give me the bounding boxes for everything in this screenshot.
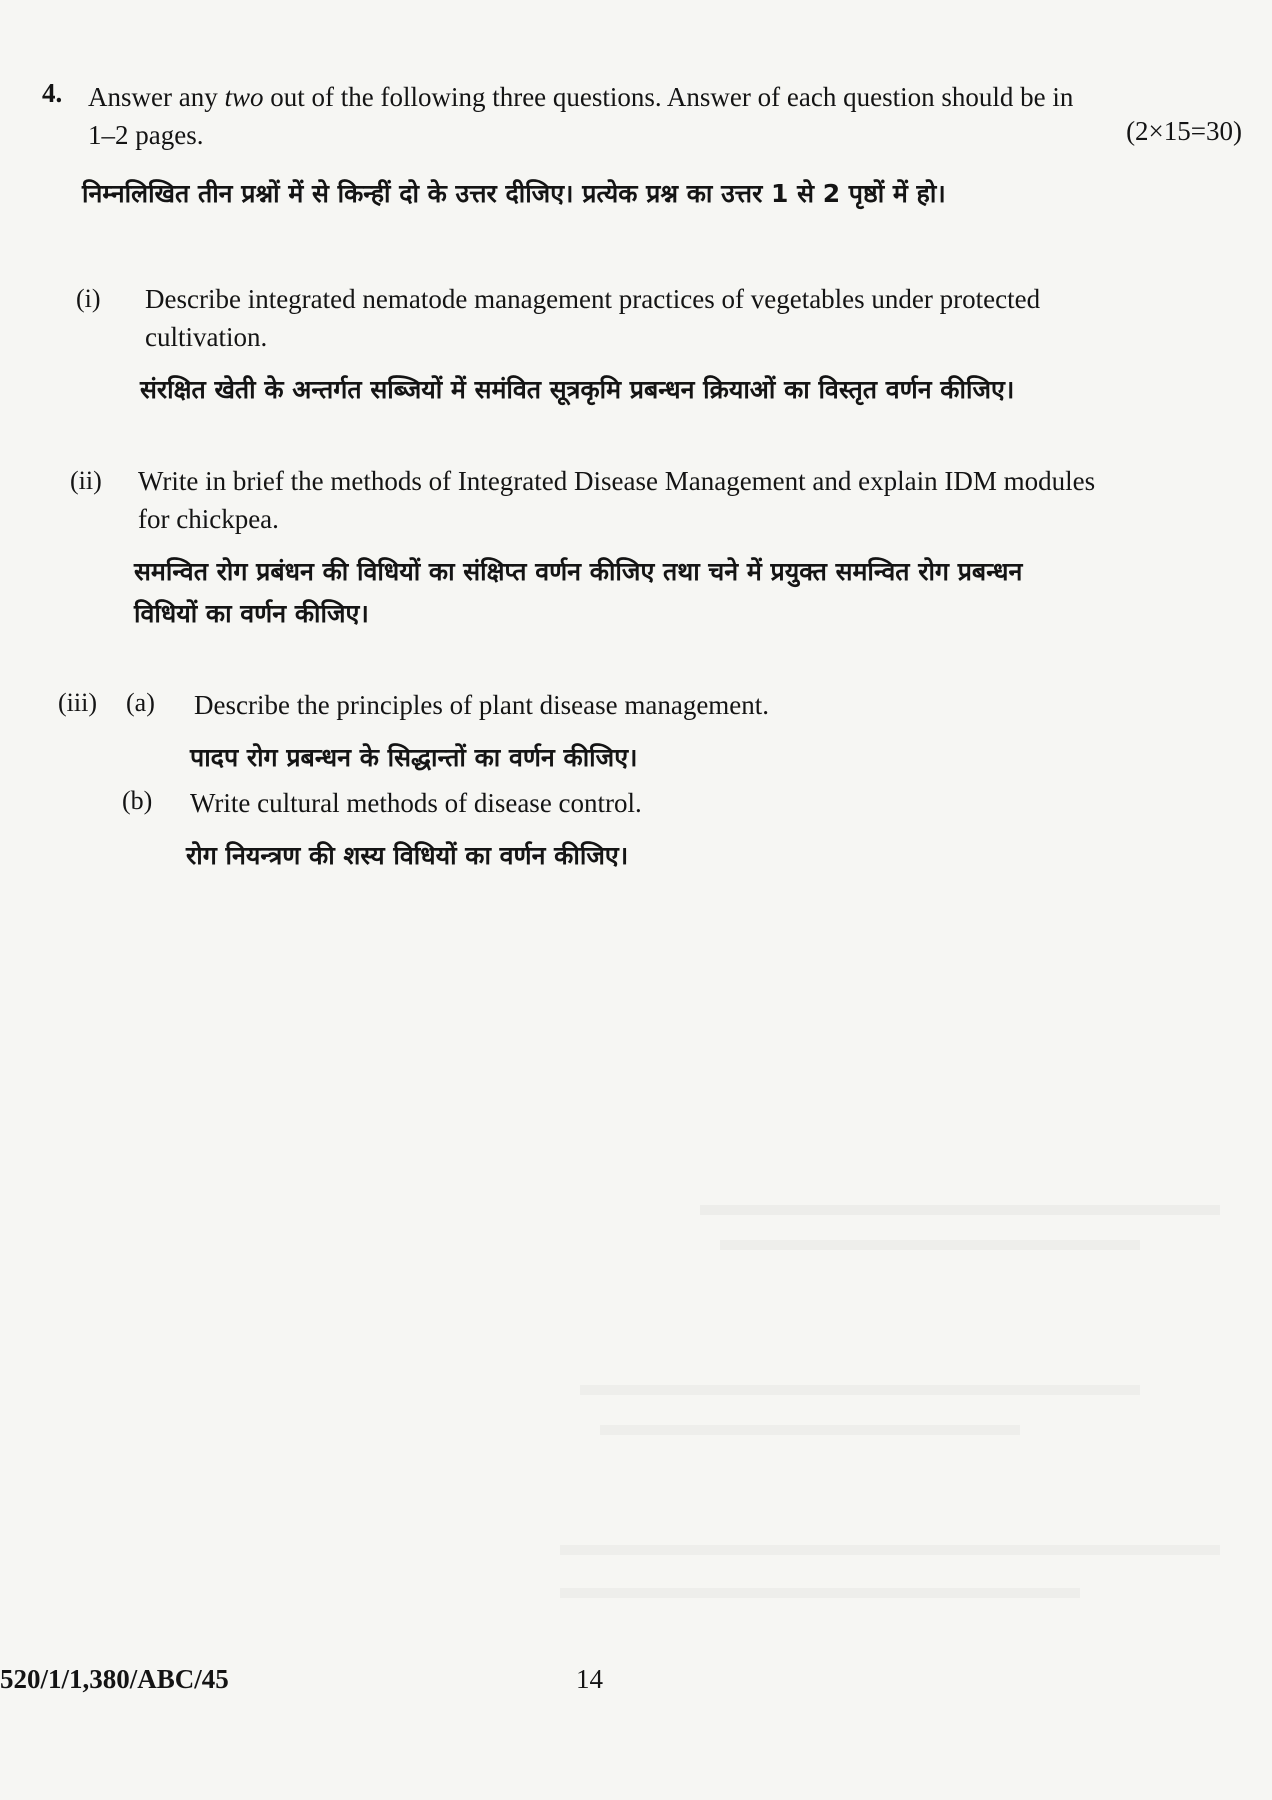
question-instruction-en: Answer any two out of the following three questions. Answer of each question should be in 1–2 pages. xyxy=(88,82,1074,150)
question-instruction-hi: निम्नलिखित तीन प्रश्नों में से किन्हीं दो के उत्तर दीजिए। प्रत्येक प्रश्न का उत्तर 1 से 2 पृष्ठों में हो। xyxy=(82,179,946,208)
subitem-label-a: (a) xyxy=(126,688,155,717)
item-i-hi-line1: संरक्षित खेती के अन्तर्गत सब्जियों में समंवित सूत्रकृमि प्रबन्धन क्रियाओं का विस्तृत वर्णन कीजिए। xyxy=(140,375,1015,404)
item-label-i: (i) xyxy=(76,284,101,313)
subitem-a-hi: पादप रोग प्रबन्धन के सिद्धान्तों का वर्णन कीजिए। xyxy=(190,743,638,772)
emphasis-two: two xyxy=(224,82,264,112)
instruction-line2: 1–2 pages. xyxy=(88,120,204,150)
item-ii-en-line1: Write in brief the methods of Integrated Disease Management and explain IDM modules xyxy=(138,466,1096,496)
subitem-a-en: Describe the principles of plant disease management. xyxy=(194,690,770,720)
subitem-label-b: (b) xyxy=(122,786,153,815)
question-number: 4. xyxy=(42,78,63,108)
question-marks: (2×15=30) xyxy=(1126,116,1242,146)
paper-code: 520/1/1,380/ABC/45 xyxy=(0,1664,229,1694)
item-i-en-line2: cultivation. xyxy=(145,322,268,352)
subitem-b-hi: रोग नियन्त्रण की शस्य विधियों का वर्णन कीजिए। xyxy=(186,841,629,870)
item-label-iii: (iii) xyxy=(58,688,97,717)
item-ii-hi-line1: समन्वित रोग प्रबंधन की विधियों का संक्षिप्त वर्णन कीजिए तथा चने में प्रयुक्त समन्वित रोग प्रबन्धन xyxy=(134,557,1023,586)
item-ii-en-line2: for chickpea. xyxy=(138,504,279,534)
subitem-b-en: Write cultural methods of disease control. xyxy=(190,788,642,818)
item-label-ii: (ii) xyxy=(70,466,102,495)
page-number: 14 xyxy=(576,1664,603,1694)
item-ii-hi-line2: विधियों का वर्णन कीजिए। xyxy=(134,599,369,628)
item-i-en-line1: Describe integrated nematode management practices of vegetables under protected xyxy=(145,284,1041,314)
